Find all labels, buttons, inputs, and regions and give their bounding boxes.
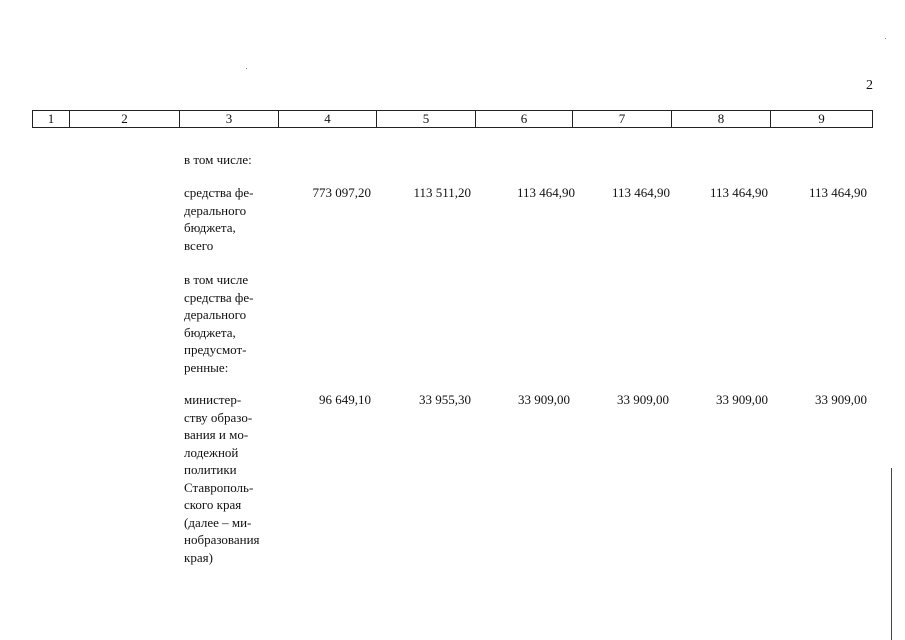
column-number: 2 xyxy=(70,111,180,128)
row-label-ministry-education: министер- ству образо- вания и мо- лодежной политики Ставрополь- ского края (далее – ми- нобразования края) xyxy=(184,392,260,565)
column-number: 5 xyxy=(377,111,476,128)
column-number: 1 xyxy=(33,111,70,128)
scan-speck xyxy=(885,38,886,39)
column-number: 8 xyxy=(672,111,771,128)
value-col-4: 773 097,20 xyxy=(312,185,371,200)
value-col-8: 33 909,00 xyxy=(716,392,768,407)
value-col-9: 113 464,90 xyxy=(808,185,867,200)
column-number: 6 xyxy=(476,111,573,128)
column-number: 3 xyxy=(180,111,279,128)
column-number-header xyxy=(32,110,873,128)
column-number: 9 xyxy=(771,111,873,128)
row-label-federal-provided: в том числе средства фе- дерального бюджета, предусмот- ренные: xyxy=(184,272,254,375)
value-col-9: 33 909,00 xyxy=(815,392,867,407)
value-col-7: 33 909,00 xyxy=(617,392,669,407)
row-label-including: в том числе: xyxy=(184,152,252,167)
value-col-6: 113 464,90 xyxy=(516,185,575,200)
row-label-federal-total: средства фе- дерального бюджета, всего xyxy=(184,185,254,253)
column-number: 7 xyxy=(573,111,672,128)
page-number: 2 xyxy=(866,78,873,93)
value-col-7: 113 464,90 xyxy=(611,185,670,200)
scan-speck xyxy=(246,68,247,69)
value-col-5: 33 955,30 xyxy=(419,392,471,407)
scan-edge-line xyxy=(891,468,892,640)
value-col-4: 96 649,10 xyxy=(319,392,371,407)
value-col-8: 113 464,90 xyxy=(709,185,768,200)
value-col-6: 33 909,00 xyxy=(518,392,570,407)
value-col-5: 113 511,20 xyxy=(413,185,471,200)
column-number: 4 xyxy=(279,111,377,128)
